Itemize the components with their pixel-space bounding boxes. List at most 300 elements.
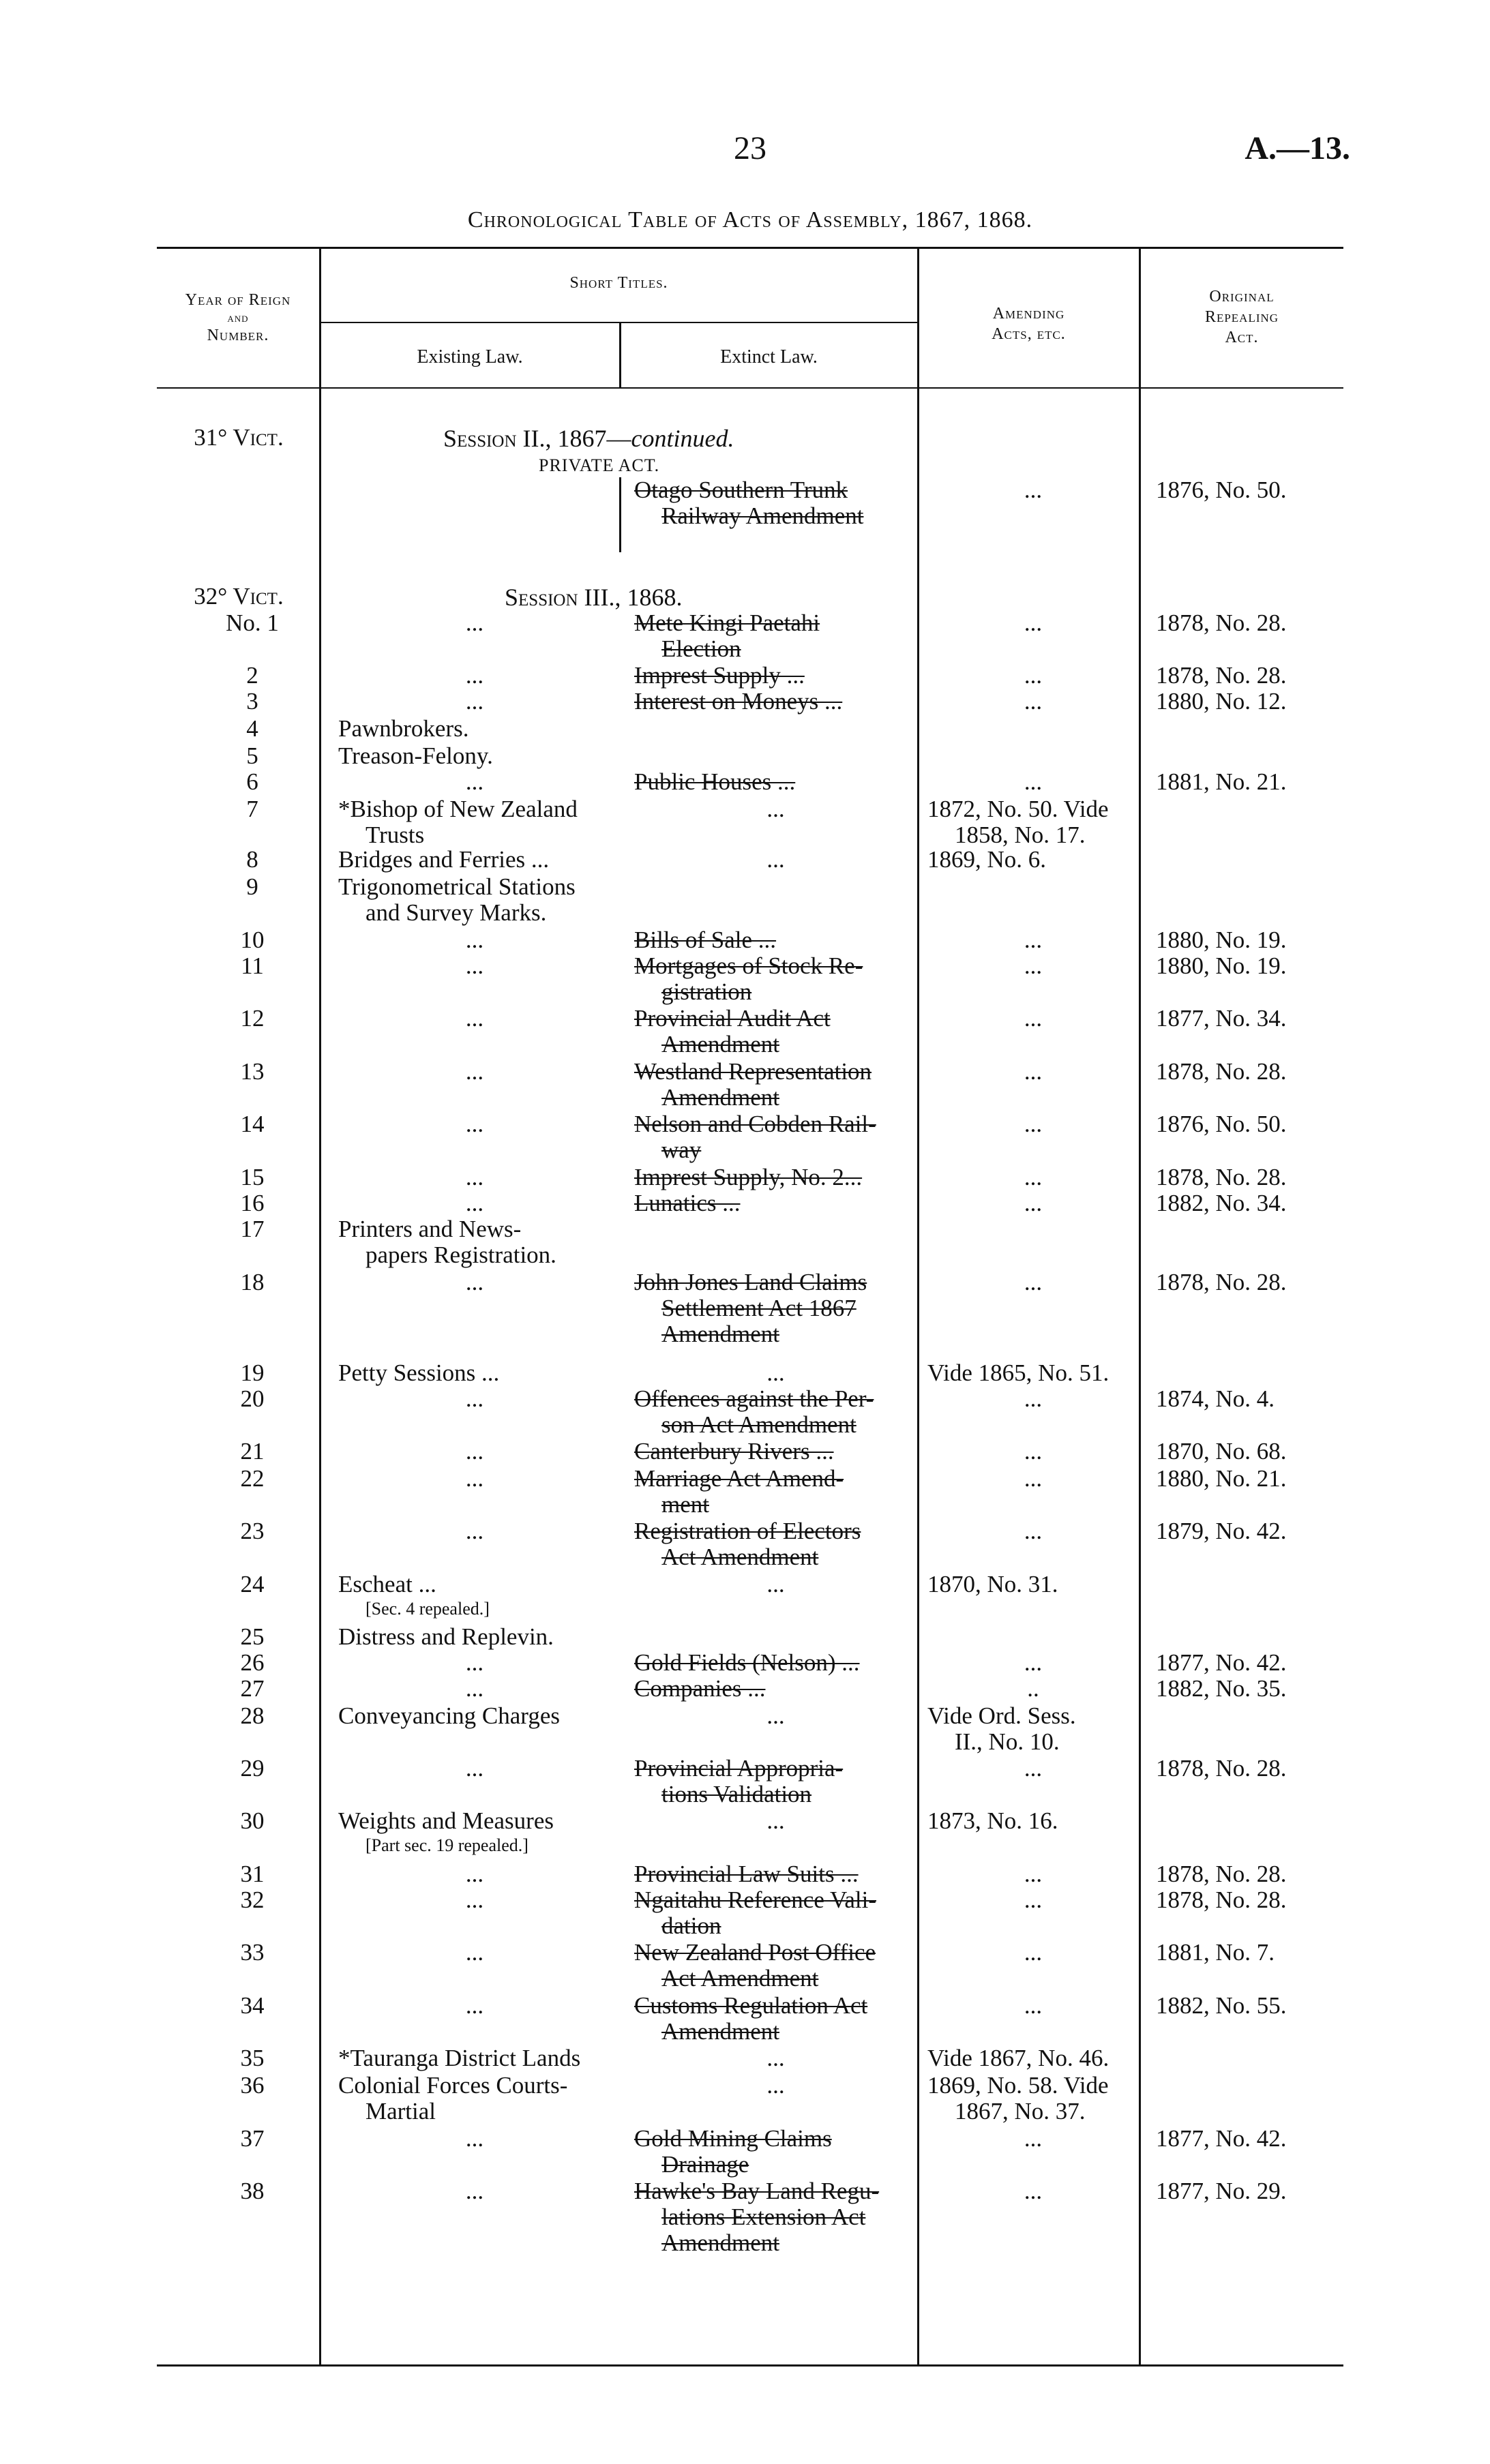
divider-extinct-s1: [619, 477, 621, 552]
amending-acts-cell: [927, 1111, 1139, 1137]
amending-acts-cell: [927, 1756, 1139, 1782]
extinct-law-cell: [634, 477, 917, 529]
existing-law-cell: [338, 1269, 611, 1295]
amending-line: Vide 1867, No. 46.: [927, 2045, 1109, 2071]
existing-law-line: Martial: [366, 2098, 436, 2124]
amending-line: II., No. 10.: [955, 1728, 1060, 1755]
row-number: 20: [240, 1385, 265, 1412]
existing-law-cell: [338, 1386, 611, 1412]
row-number: 22: [240, 1465, 265, 1492]
repealing-act-cell: 1878, No. 28.: [1156, 1755, 1287, 1782]
existing-law-cell: [338, 716, 611, 742]
existing-law-cell: [338, 1059, 611, 1085]
amending-acts-cell: [927, 1386, 1139, 1412]
document-reference: A.—13.: [1245, 130, 1350, 166]
amending-line: ...: [1024, 1190, 1043, 1216]
amending-line: 1858, No. 17.: [955, 822, 1086, 848]
existing-law-cell: [338, 689, 611, 715]
existing-law-line: Weights and Measures: [338, 1807, 554, 1834]
session-2-heading: [505, 583, 683, 612]
amending-line: 1873, No. 16.: [927, 1807, 1058, 1834]
row-number: 3: [246, 688, 258, 715]
repealing-act-cell: 1878, No. 28.: [1156, 610, 1287, 636]
row-number: 15: [240, 1164, 265, 1190]
amending-acts-cell: [927, 1190, 1139, 1216]
existing-law-cell: [338, 2045, 611, 2071]
existing-law-line: Pawnbrokers.: [338, 715, 469, 742]
existing-law-line: ...: [465, 1992, 484, 2019]
extinct-law-cell: [634, 1676, 917, 1702]
extinct-law-line: Act Amendment: [661, 1965, 819, 1992]
existing-law-cell: [338, 2126, 611, 2152]
amending-acts-cell: [927, 1703, 1139, 1755]
extinct-law-cell: [634, 1993, 917, 2045]
amending-acts-cell: [927, 1861, 1139, 1887]
table-title-years: 1867, 1868.: [914, 207, 1033, 232]
extinct-law-line: Act Amendment: [661, 1544, 819, 1570]
row-number: 31: [240, 1861, 265, 1887]
amending-line: 1872, No. 50. Vide: [927, 796, 1109, 822]
existing-law-line: ...: [465, 927, 484, 953]
extinct-law-line: dation: [661, 1912, 721, 1939]
existing-law-line: Printers and News-: [338, 1216, 522, 1242]
existing-law-line: Colonial Forces Courts-: [338, 2072, 568, 2099]
existing-law-line: Conveyancing Charges: [338, 1702, 560, 1729]
existing-law-cell: [338, 1624, 611, 1650]
existing-law-line: ...: [465, 1385, 484, 1412]
amending-acts-cell: [927, 2126, 1139, 2152]
existing-law-line: ...: [465, 1939, 484, 1966]
existing-law-cell: [338, 1940, 611, 1966]
extinct-law-line: Amendment: [661, 2229, 780, 2256]
extinct-law-cell: [634, 1650, 917, 1676]
existing-law-line: *Bishop of New Zealand: [338, 796, 578, 822]
extinct-law-line: Settlement Act 1867: [661, 1295, 856, 1321]
row-number: 30: [240, 1807, 265, 1834]
amending-line: ...: [1024, 1992, 1043, 2019]
extinct-law-cell: [634, 1466, 917, 1518]
amending-line: ...: [1024, 477, 1043, 503]
extinct-law-line: Amendment: [661, 2018, 780, 2045]
amending-acts-cell: [927, 1572, 1139, 1597]
amending-line: ...: [1024, 688, 1043, 715]
extinct-law-cell: [634, 1165, 917, 1190]
amending-line: ...: [1024, 1438, 1043, 1464]
amending-acts-cell: [927, 663, 1139, 689]
existing-law-cell: [338, 1360, 611, 1386]
amending-acts-cell: [927, 1887, 1139, 1913]
extinct-law-line: Offences against the Per-: [634, 1385, 874, 1412]
row-number: 23: [240, 1518, 265, 1544]
repealing-act-cell: 1881, No. 21.: [1156, 768, 1287, 795]
existing-law-line: ...: [465, 1058, 484, 1085]
repealing-act-cell: 1878, No. 28.: [1156, 662, 1287, 689]
existing-law-line: ...: [465, 2125, 484, 2152]
repealing-act-cell: 1878, No. 28.: [1156, 1861, 1287, 1887]
amending-line: ...: [1024, 1058, 1043, 1085]
repealing-act-cell: 1877, No. 42.: [1156, 1649, 1287, 1676]
amending-acts-cell: [927, 2045, 1139, 2071]
extinct-law-line: Imprest Supply, No. 2...: [634, 1164, 863, 1190]
amending-line: ..: [1027, 1675, 1039, 1702]
existing-law-cell: [338, 796, 611, 848]
repealing-act-cell: 1876, No. 50.: [1156, 477, 1287, 503]
existing-law-cell: [338, 743, 611, 769]
existing-law-cell: [338, 1808, 611, 1857]
row-number: 14: [240, 1111, 265, 1137]
extinct-law-line: Public Houses ...: [634, 768, 796, 795]
private-act-label: PRIVATE ACT.: [539, 455, 660, 475]
amending-line: 1869, No. 6.: [927, 846, 1047, 873]
extinct-law-line: Railway Amendment: [661, 502, 864, 529]
amending-acts-cell: [927, 1466, 1139, 1492]
header-short-titles: Short Titles.: [569, 274, 668, 292]
existing-law-cell: [338, 1006, 611, 1032]
existing-law-cell: [338, 1111, 611, 1137]
extinct-law-line: Ngaitahu Reference Vali-: [634, 1887, 877, 1913]
extinct-law-cell: [634, 953, 917, 1005]
existing-law-line: ...: [465, 1438, 484, 1464]
amending-line: Vide 1865, No. 51.: [927, 1359, 1109, 1386]
row-number: 37: [240, 2125, 265, 2152]
header-amending-line1: Amending: [992, 305, 1065, 322]
existing-law-cell: [338, 874, 611, 926]
session-1-heading: [443, 424, 734, 453]
extinct-law-cell: [634, 1940, 917, 1992]
amending-acts-cell: [927, 769, 1139, 795]
extinct-law-cell: [634, 1861, 917, 1887]
existing-law-line: Petty Sessions ...: [338, 1359, 500, 1386]
existing-law-line: Trusts: [366, 822, 425, 848]
session-1-continued: continued.: [631, 425, 734, 452]
extinct-law-cell: [634, 1518, 917, 1570]
amending-line: ...: [1024, 1518, 1043, 1544]
extinct-law-line: Marriage Act Amend-: [634, 1465, 844, 1492]
existing-law-cell: [338, 1518, 611, 1544]
existing-law-line: and Survey Marks.: [366, 899, 547, 926]
amending-line: ...: [1024, 1465, 1043, 1492]
header-year-line3: Number.: [207, 327, 269, 344]
table-title-text: Chronological Table of Acts of Assembly,: [467, 207, 909, 232]
existing-law-cell: [338, 769, 611, 795]
row-number: 7: [246, 796, 258, 822]
row-number: No. 1: [226, 610, 279, 636]
amending-line: ...: [1024, 1111, 1043, 1137]
existing-law-line: Escheat ...: [338, 1571, 436, 1597]
repealing-act-cell: 1880, No. 21.: [1156, 1465, 1287, 1492]
existing-law-line: ...: [465, 768, 484, 795]
amending-acts-cell: [927, 2073, 1139, 2124]
existing-law-cell: [338, 847, 611, 873]
extinct-law-cell: [634, 689, 917, 715]
header-amending-line2: Acts, etc.: [992, 325, 1066, 343]
amending-line: 1870, No. 31.: [927, 1571, 1058, 1597]
repealing-act-cell: 1880, No. 12.: [1156, 688, 1287, 715]
extinct-law-cell: ...: [766, 796, 785, 822]
existing-law-line: ...: [465, 1675, 484, 1702]
extinct-law-cell: [634, 1887, 917, 1939]
repealing-act-cell: 1878, No. 28.: [1156, 1058, 1287, 1085]
amending-line: ...: [1024, 1164, 1043, 1190]
repealing-act-cell: 1876, No. 50.: [1156, 1111, 1287, 1137]
existing-law-line: Bridges and Ferries ...: [338, 846, 550, 873]
header-amending: [919, 303, 1139, 344]
repealing-act-cell: 1882, No. 35.: [1156, 1675, 1287, 1702]
existing-law-line: ...: [465, 1518, 484, 1544]
existing-law-cell: [338, 1190, 611, 1216]
row-number: 13: [240, 1058, 265, 1085]
extinct-law-cell: [634, 1059, 917, 1111]
extinct-law-line: Provincial Audit Act: [634, 1005, 831, 1032]
existing-law-line: ...: [465, 1164, 484, 1190]
table-top-rule: [157, 247, 1343, 249]
extinct-law-line: Customs Regulation Act: [634, 1992, 868, 2019]
table-bottom-rule: [157, 2364, 1343, 2367]
existing-law-line: ...: [465, 952, 484, 979]
header-extinct-law: Extinct Law.: [720, 346, 818, 367]
extinct-law-line: Gold Fields (Nelson) ...: [634, 1649, 860, 1676]
row-number: 33: [240, 1939, 265, 1966]
session-2-label: Session: [505, 584, 578, 611]
repealing-act-cell: 1874, No. 4.: [1156, 1385, 1275, 1412]
existing-law-line: ...: [465, 1005, 484, 1032]
header-repealing-line1: Original: [1209, 288, 1275, 305]
existing-law-line: Treason-Felony.: [338, 742, 493, 769]
extinct-law-line: tions Validation: [661, 1781, 812, 1807]
extinct-law-cell: [634, 2126, 917, 2178]
extinct-law-line: Interest on Moneys ...: [634, 688, 843, 715]
existing-law-cell: [338, 1466, 611, 1492]
header-repealing: [1140, 286, 1343, 348]
row-number: 9: [246, 873, 258, 900]
extinct-law-line: Drainage: [661, 2151, 749, 2178]
extinct-law-line: Provincial Appropria-: [634, 1755, 844, 1782]
amending-line: ...: [1024, 1755, 1043, 1782]
header-repealing-line3: Act.: [1225, 329, 1259, 346]
existing-law-line: *Tauranga District Lands: [338, 2045, 581, 2071]
amending-acts-cell: [927, 1269, 1139, 1295]
extinct-law-line: gistration: [661, 978, 752, 1005]
existing-law-cell: [338, 663, 611, 689]
extinct-law-cell: [634, 1111, 917, 1163]
repealing-act-cell: 1882, No. 55.: [1156, 1992, 1287, 2019]
existing-law-cell: [338, 1439, 611, 1464]
extinct-law-line: Lunatics ...: [634, 1190, 741, 1216]
row-number: 38: [240, 2178, 265, 2204]
extinct-law-line: Amendment: [661, 1321, 780, 1347]
existing-law-line: ...: [465, 2178, 484, 2204]
row-number: 35: [240, 2045, 265, 2071]
existing-law-line: ...: [465, 662, 484, 689]
existing-law-cell: [338, 2178, 611, 2204]
extinct-law-line: Mete Kingi Paetahi: [634, 610, 820, 636]
extinct-law-cell: [634, 1439, 917, 1464]
amending-line: ...: [1024, 1939, 1043, 1966]
amending-acts-cell: [927, 847, 1139, 873]
repealing-act-cell: 1878, No. 28.: [1156, 1164, 1287, 1190]
existing-law-line: ...: [465, 1649, 484, 1676]
existing-law-cell: [338, 2073, 611, 2124]
session-1-label: Session: [443, 425, 517, 452]
row-number: 32: [240, 1887, 265, 1913]
extinct-law-line: Bills of Sale ...: [634, 927, 777, 953]
amending-line: ...: [1024, 1649, 1043, 1676]
extinct-law-line: Otago Southern Trunk: [634, 477, 848, 503]
repealing-act-cell: 1878, No. 28.: [1156, 1887, 1287, 1913]
amending-line: ...: [1024, 768, 1043, 795]
repealing-act-cell: 1878, No. 28.: [1156, 1269, 1287, 1295]
amending-acts-cell: [927, 1650, 1139, 1676]
extinct-law-line: New Zealand Post Office: [634, 1939, 876, 1966]
extinct-law-cell: [634, 1756, 917, 1807]
extinct-law-cell: [634, 1006, 917, 1057]
amending-acts-cell: [927, 1518, 1139, 1544]
repealing-act-cell: 1870, No. 68.: [1156, 1438, 1287, 1464]
extinct-law-line: Provincial Law Suits ...: [634, 1861, 859, 1887]
row-number: 34: [240, 1992, 265, 2019]
row-number: 11: [241, 952, 264, 979]
extinct-law-cell: [634, 663, 917, 689]
amending-acts-cell: [927, 1059, 1139, 1085]
extinct-law-line: Registration of Electors: [634, 1518, 861, 1544]
amending-line: ...: [1024, 1385, 1043, 1412]
session-2-year: 32° Vict.: [194, 583, 284, 610]
existing-law-cell: [338, 1887, 611, 1913]
amending-line: ...: [1024, 1005, 1043, 1032]
existing-law-line: Trigonometrical Stations: [338, 873, 576, 900]
header-repealing-line2: Repealing: [1204, 308, 1279, 326]
amending-acts-cell: [927, 953, 1139, 979]
extinct-law-line: Amendment: [661, 1031, 780, 1057]
divider-amending: [1139, 247, 1141, 2364]
row-number: 19: [240, 1359, 265, 1386]
row-number: 2: [246, 662, 258, 689]
extinct-law-cell: [634, 927, 917, 953]
amending-line: ...: [1024, 610, 1043, 636]
amending-acts-cell: [927, 1676, 1139, 1702]
extinct-law-cell: ...: [766, 1359, 785, 1386]
existing-law-cell: [338, 1165, 611, 1190]
row-number: 6: [246, 768, 258, 795]
repealing-act-cell: 1877, No. 34.: [1156, 1005, 1287, 1032]
extinct-law-cell: [634, 610, 917, 662]
extinct-law-line: Imprest Supply ...: [634, 662, 805, 689]
row-number: 25: [240, 1623, 265, 1650]
header-year: [157, 290, 319, 346]
header-year-line1: Year of Reign: [185, 291, 291, 309]
extinct-law-line: ment: [661, 1491, 709, 1518]
session-2-number: III., 1868.: [584, 584, 683, 611]
extinct-law-line: son Act Amendment: [661, 1411, 856, 1438]
amending-line: ...: [1024, 2125, 1043, 2152]
amending-acts-cell: [927, 689, 1139, 715]
existing-law-line: ...: [465, 1465, 484, 1492]
amending-line: ...: [1024, 1861, 1043, 1887]
divider-short-titles: [917, 247, 919, 2364]
amending-acts-cell: [927, 1993, 1139, 2019]
amending-line: ...: [1024, 1887, 1043, 1913]
amending-line: ...: [1024, 662, 1043, 689]
extinct-law-line: Hawke's Bay Land Regu-: [634, 2178, 880, 2204]
extinct-law-cell: [634, 1190, 917, 1216]
existing-law-cell: [338, 1756, 611, 1782]
amending-line: 1869, No. 58. Vide: [927, 2072, 1109, 2099]
existing-law-cell: [338, 610, 611, 636]
extinct-law-cell: ...: [766, 1807, 785, 1834]
amending-acts-cell: [927, 1360, 1139, 1386]
amending-acts-cell: [927, 796, 1139, 848]
amending-acts-cell: [927, 1940, 1139, 1966]
session-1-number: II., 1867—: [522, 425, 631, 452]
existing-law-cell: [338, 1572, 611, 1621]
row-number: 12: [240, 1005, 265, 1032]
extinct-law-line: Gold Mining Claims: [634, 2125, 832, 2152]
existing-law-line: papers Registration.: [366, 1242, 556, 1268]
amending-acts-cell: [927, 1006, 1139, 1032]
amending-line: ...: [1024, 2178, 1043, 2204]
extinct-law-cell: ...: [766, 2072, 785, 2099]
row-number: 26: [240, 1649, 265, 1676]
repealing-act-cell: 1880, No. 19.: [1156, 952, 1287, 979]
page-number: 23: [734, 130, 766, 166]
table-title: [205, 207, 1296, 233]
existing-law-cell: [338, 1993, 611, 2019]
extinct-law-line: Westland Representation: [634, 1058, 872, 1085]
row-number: 10: [240, 927, 265, 953]
row-number: 27: [240, 1675, 265, 1702]
extinct-law-cell: ...: [766, 2045, 785, 2071]
row-number: 21: [240, 1438, 265, 1464]
existing-law-cell: [338, 1703, 611, 1729]
amending-acts-cell: [927, 477, 1139, 503]
existing-law-cell: [338, 927, 611, 953]
extinct-law-line: John Jones Land Claims: [634, 1269, 867, 1295]
existing-law-cell: [338, 1861, 611, 1887]
extinct-law-cell: [634, 2178, 917, 2256]
header-bottom-rule: [157, 387, 1343, 389]
amending-line: 1867, No. 37.: [955, 2098, 1086, 2124]
extinct-law-line: Election: [661, 635, 741, 662]
extinct-law-cell: [634, 769, 917, 795]
repealing-act-cell: 1879, No. 42.: [1156, 1518, 1287, 1544]
header-existing-law: Existing Law.: [417, 346, 523, 367]
amending-acts-cell: [927, 610, 1139, 636]
row-number: 29: [240, 1755, 265, 1782]
existing-law-line: Distress and Replevin.: [338, 1623, 554, 1650]
extinct-law-cell: ...: [766, 846, 785, 873]
amending-acts-cell: [927, 1808, 1139, 1834]
repeal-note: [Sec. 4 repealed.]: [366, 1599, 490, 1619]
existing-law-line: ...: [465, 1887, 484, 1913]
existing-law-cell: [338, 1650, 611, 1676]
extinct-law-cell: ...: [766, 1702, 785, 1729]
extinct-law-cell: [634, 1269, 917, 1347]
existing-law-line: ...: [465, 1269, 484, 1295]
amending-acts-cell: [927, 1165, 1139, 1190]
existing-law-line: ...: [465, 1861, 484, 1887]
amending-line: ...: [1024, 952, 1043, 979]
amending-line: Vide Ord. Sess.: [927, 1702, 1076, 1729]
existing-law-line: ...: [465, 1190, 484, 1216]
row-number: 36: [240, 2072, 265, 2099]
row-number: 24: [240, 1571, 265, 1597]
extinct-law-line: Mortgages of Stock Re-: [634, 952, 863, 979]
existing-law-cell: [338, 1676, 611, 1702]
repealing-act-cell: 1880, No. 19.: [1156, 927, 1287, 953]
session-1-year: 31° Vict.: [194, 424, 284, 451]
extinct-law-cell: [634, 1386, 917, 1438]
existing-law-line: ...: [465, 610, 484, 636]
